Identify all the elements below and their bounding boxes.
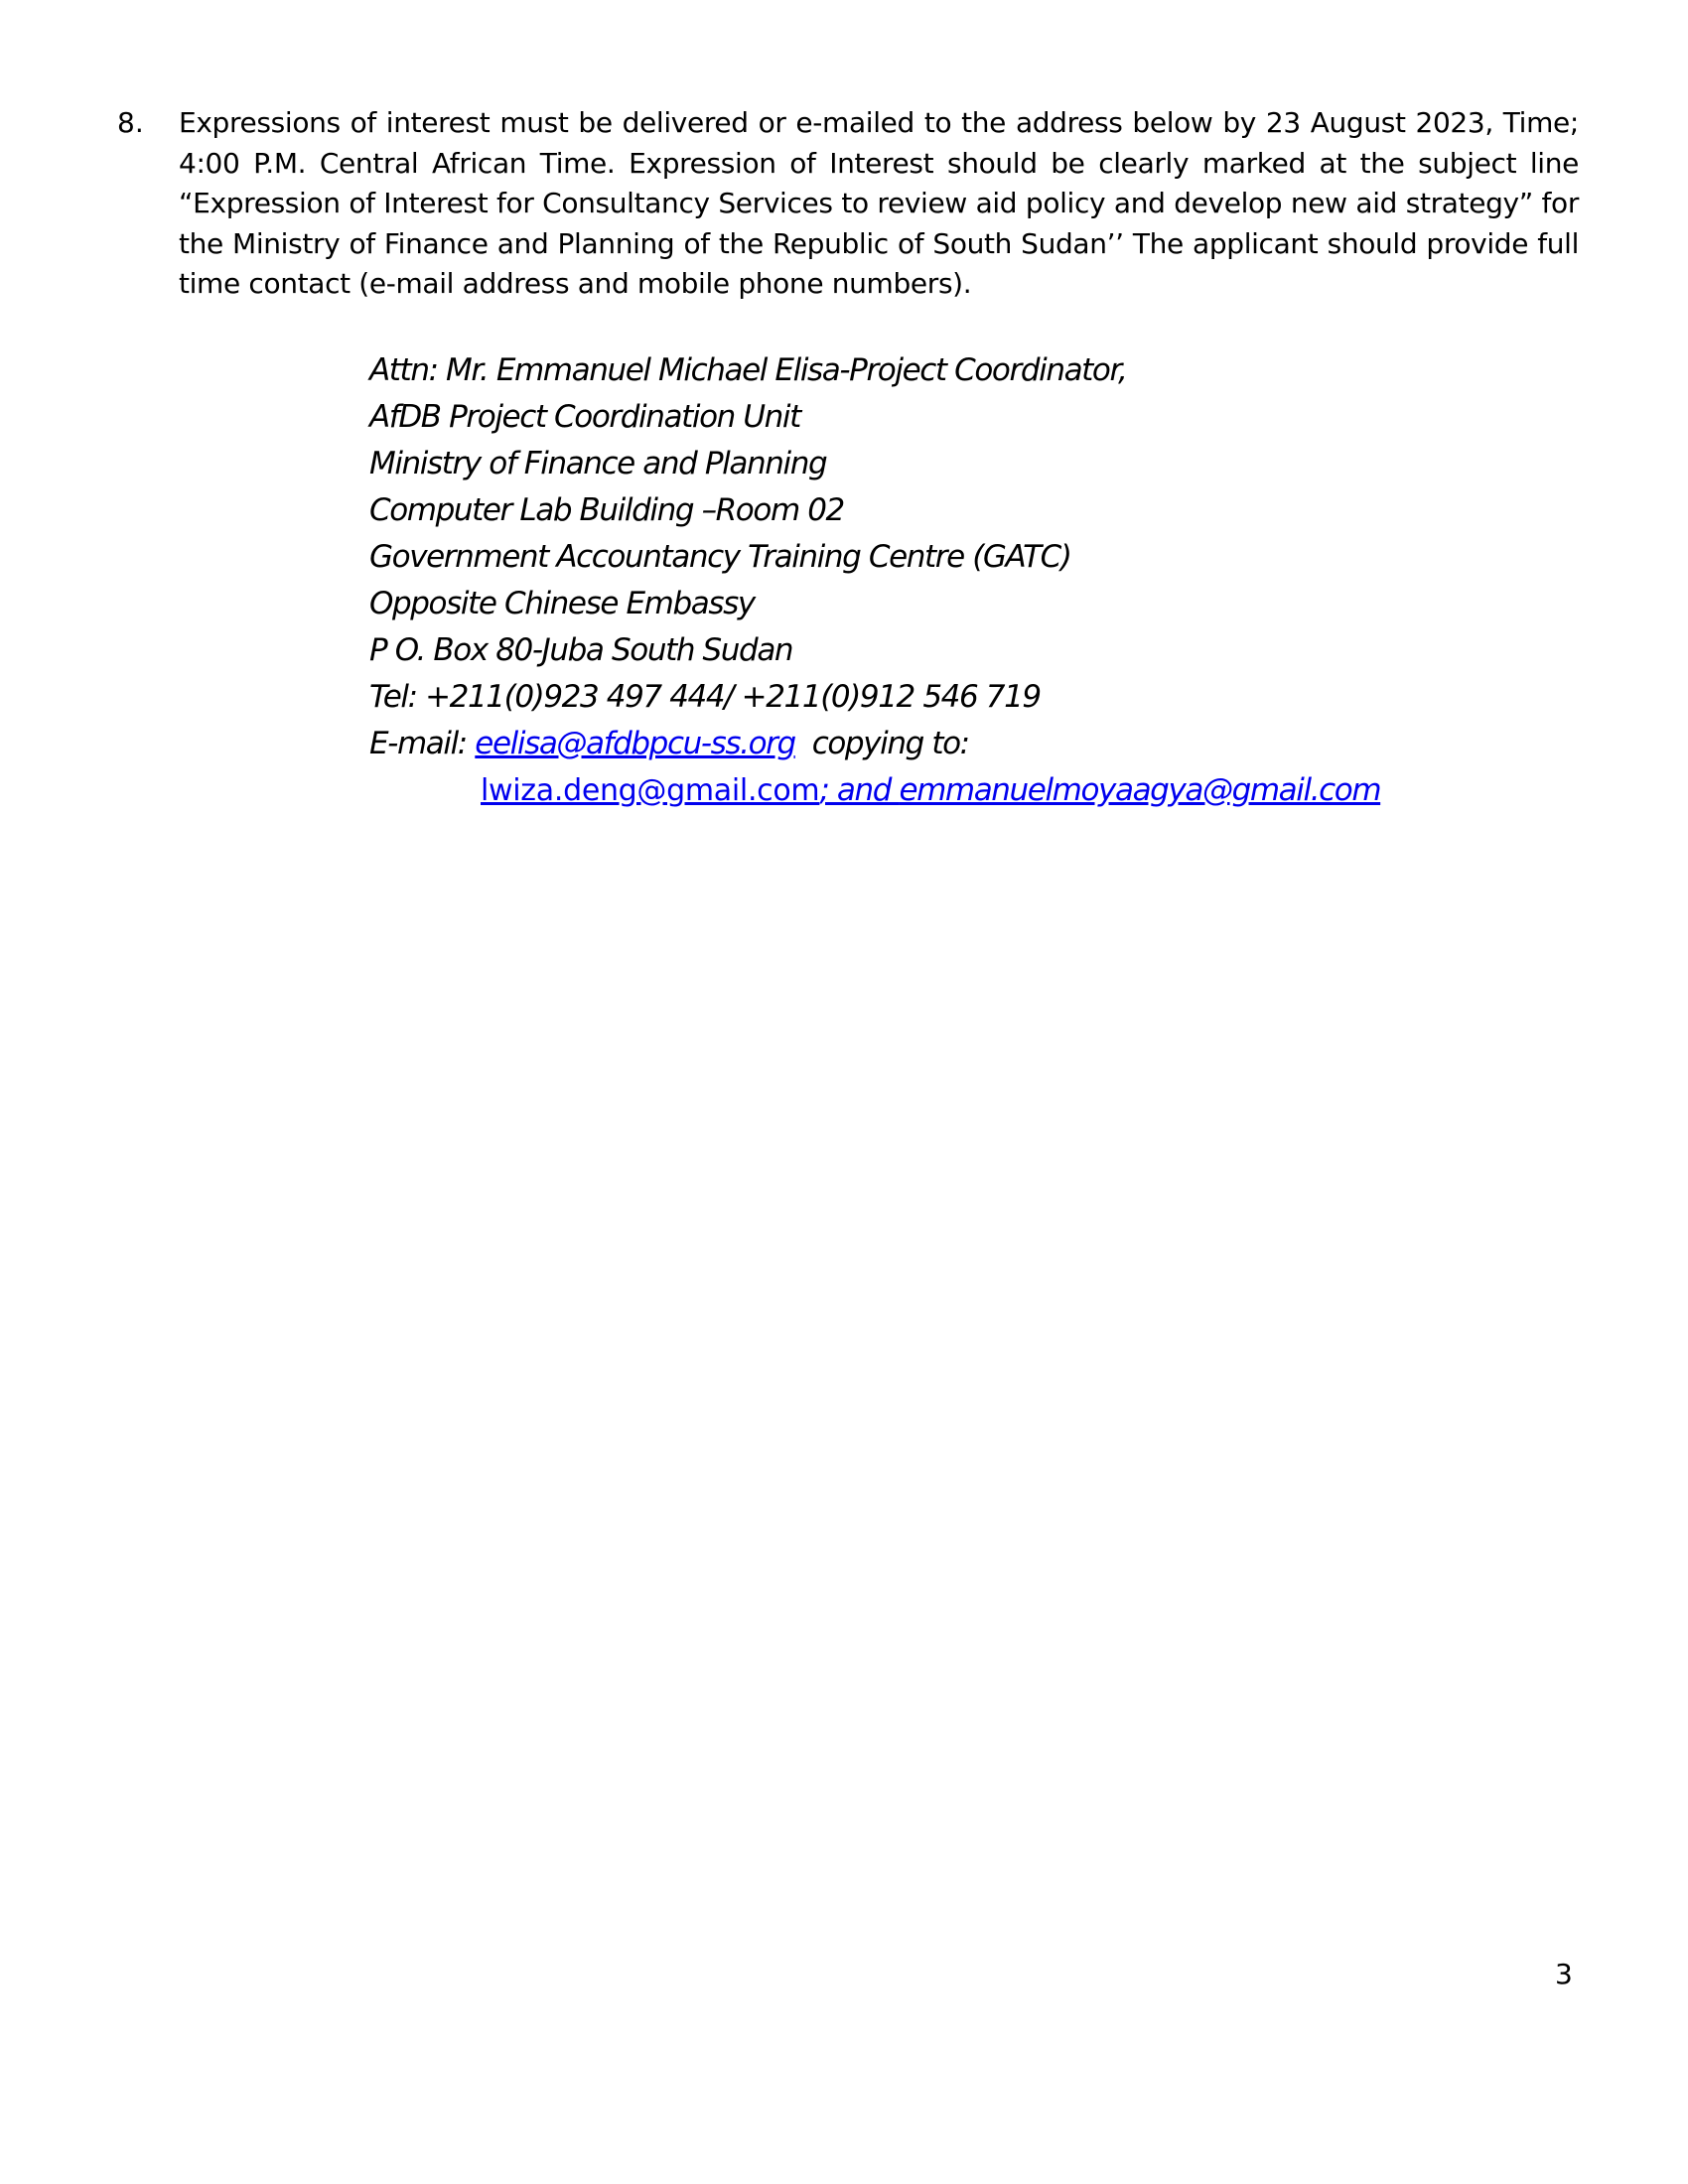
cc-separator: ; and [819, 772, 900, 808]
copying-label: copying to: [811, 726, 969, 761]
cc-email-link-1[interactable]: lwiza.deng@gmail.com [481, 773, 820, 808]
building-line: Computer Lab Building –Room 02 [369, 492, 844, 528]
attention-line: Attn: Mr. Emmanuel Michael Elisa-Project Coordinator, [369, 352, 1127, 388]
page-number: 3 [1555, 1958, 1573, 1990]
primary-email-link[interactable]: eelisa@afdbpcu-ss.org [475, 726, 795, 761]
paragraph-number: 8. [117, 106, 144, 139]
email-line [369, 721, 1462, 767]
po-box-line: P O. Box 80-Juba South Sudan [369, 632, 793, 668]
email-label: E-mail: [369, 726, 476, 761]
telephone-line: Tel: +211(0)923 497 444/ +211(0)912 546 719 [369, 679, 1041, 715]
paragraph-text: Expressions of interest must be delivered or e-mailed to the address below by 23 August 2023, Time; 4:00 P.M. Central African Time. Expression of Interest should be clearly marked at the subject line “Expression of Interest for Consultancy Services to review aid policy and develop new aid strategy” for the Ministry of Finance and Planning of the Republic of South Sudan’’ The applicant should provide full time contact (e-mail address and mobile phone numbers). [179, 106, 1579, 300]
numbered-paragraph [117, 103, 1579, 305]
ministry-line: Ministry of Finance and Planning [369, 446, 827, 481]
landmark-line: Opposite Chinese Embassy [369, 586, 755, 621]
unit-line: AfDB Project Coordination Unit [369, 399, 800, 435]
cc-email-line [369, 767, 1462, 814]
address-block [369, 347, 1462, 814]
cc-email-link-2[interactable]: emmanuelmoyaagya@gmail.com [899, 772, 1381, 808]
centre-line: Government Accountancy Training Centre (GATC) [369, 539, 1071, 575]
